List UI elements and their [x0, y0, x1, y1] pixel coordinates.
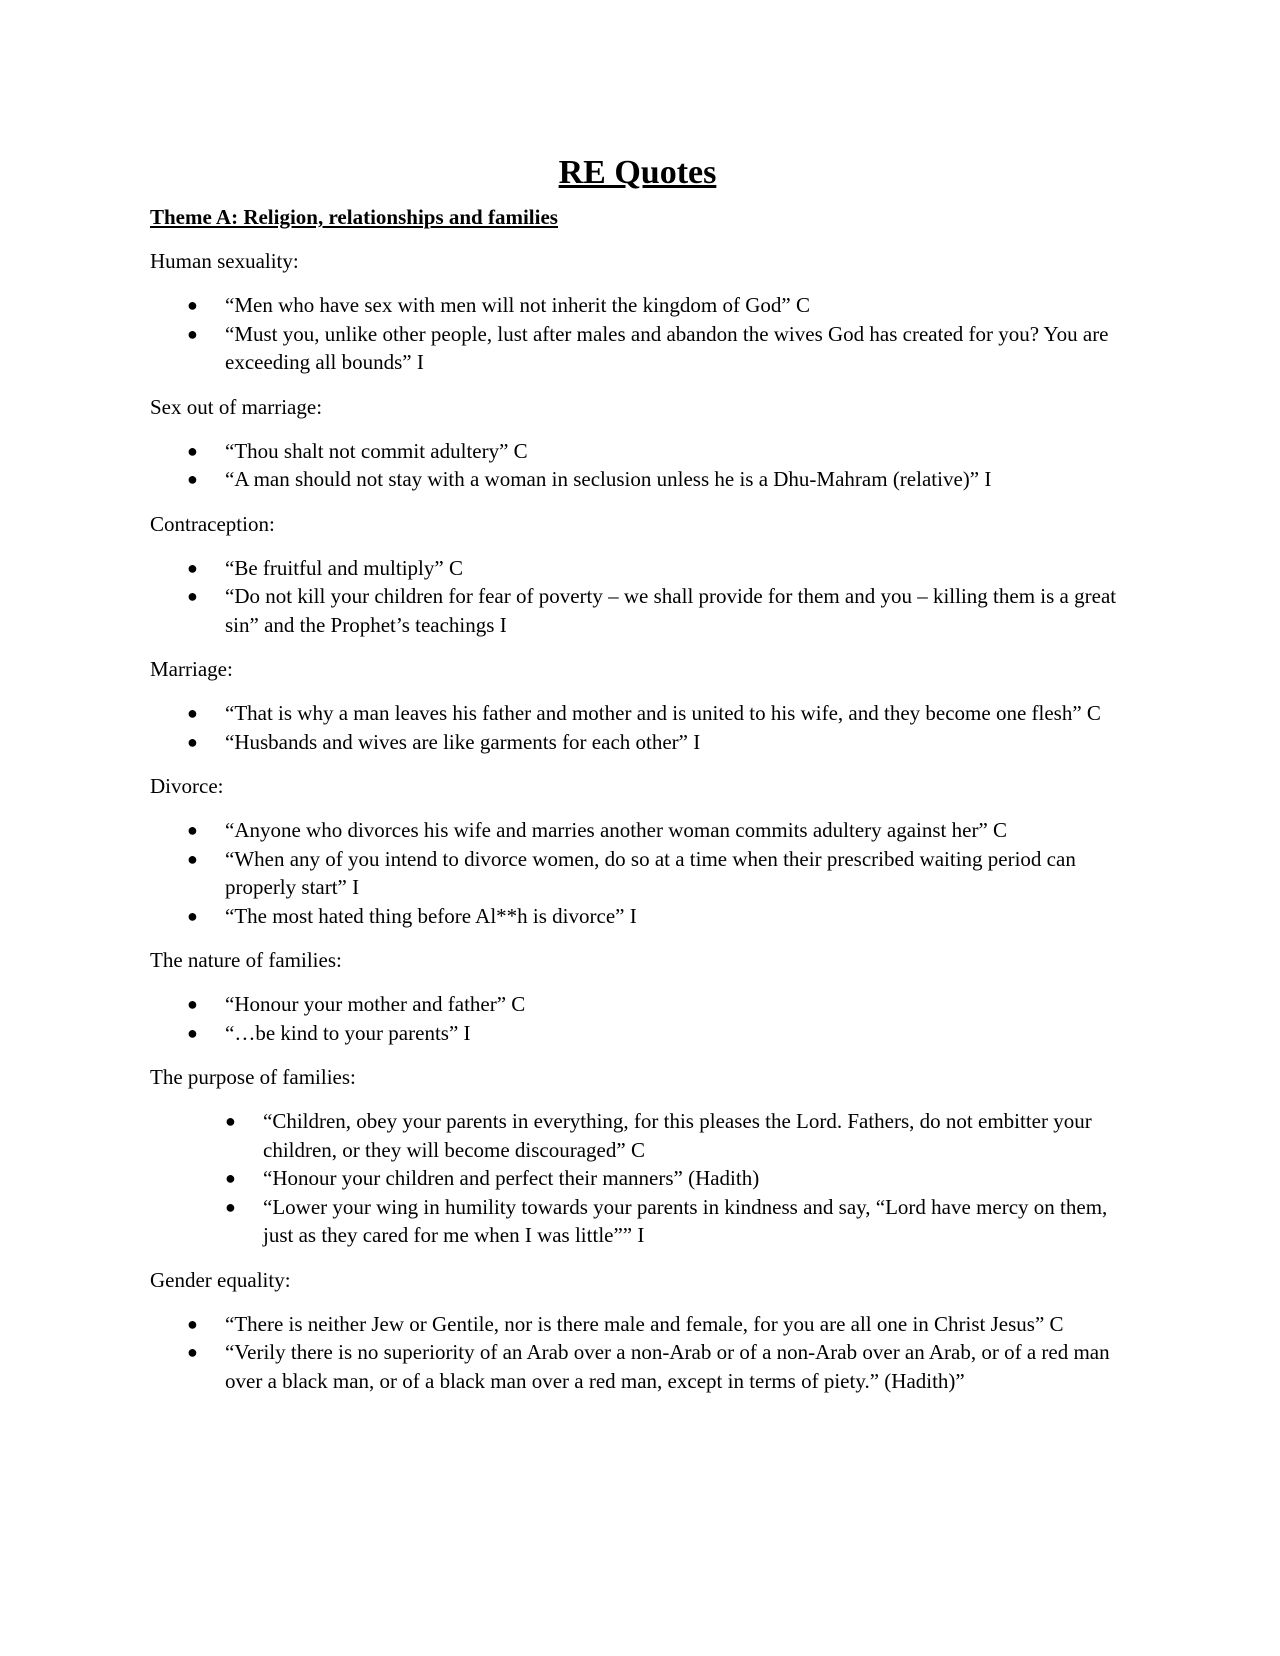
- quote-text: “Lower your wing in humility towards your parents in kindness and say, “Lord have mercy on them, just as they cared for me when I was little”” I: [263, 1194, 1108, 1247]
- quote-list: [150, 990, 1125, 1047]
- quote-text: “Thou shalt not commit adultery” C: [225, 438, 528, 463]
- quote-text: “Men who have sex with men will not inherit the kingdom of God” C: [225, 293, 810, 317]
- section-label: Gender equality:: [150, 1267, 291, 1292]
- quote-text: “Children, obey your parents in everything, for this pleases the Lord. Fathers, do not embitter your children, or they will become discouraged” C: [263, 1109, 1092, 1162]
- bullet-icon: ●: [187, 848, 198, 869]
- bullet-icon: ●: [187, 586, 198, 606]
- quote-text: “Must you, unlike other people, lust after males and abandon the wives God has created for you? You are exceeding all bounds” I: [225, 321, 1109, 374]
- quote-list: [150, 554, 1125, 640]
- section-gender-equality: [150, 1266, 1125, 1396]
- quote-text: “Honour your children and perfect their manners” (Hadith): [263, 1166, 760, 1190]
- quote-item: [150, 699, 1125, 728]
- quote-item: [150, 437, 1125, 466]
- section-label: Divorce:: [150, 774, 224, 798]
- quote-item: [150, 291, 1125, 320]
- quote-item: [150, 320, 1125, 377]
- quote-list: [150, 1107, 1125, 1250]
- quote-text: “…be kind to your parents” I: [225, 1020, 471, 1045]
- quote-text: “When any of you intend to divorce women, do so at a time when their prescribed waiting period can properly start” I: [225, 846, 1076, 899]
- bullet-icon: ●: [225, 1196, 236, 1217]
- quote-item: [150, 728, 1125, 757]
- quote-text: “Verily there is no superiority of an Arab over a non-Arab or of a non-Arab over an Arab, or of a red man over a black man, or of a black man over a red man, except in terms of piety.” (Hadith)”: [225, 1340, 1110, 1393]
- quote-item: [150, 1193, 1125, 1250]
- document-body: [150, 148, 1125, 1395]
- quote-item: [150, 1338, 1125, 1395]
- quote-text: “A man should not stay with a woman in seclusion unless he is a Dhu-Mahram (relative)” I: [225, 467, 992, 491]
- section-human-sexuality: [150, 247, 1125, 377]
- quote-text: “That is why a man leaves his father and mother and is united to his wife, and they become one flesh” C: [225, 701, 1101, 725]
- bullet-icon: ●: [187, 703, 198, 723]
- quote-text: “Husbands and wives are like garments for each other” I: [225, 729, 701, 754]
- quote-text: “Anyone who divorces his wife and marries another woman commits adultery against her” C: [225, 818, 1008, 842]
- bullet-icon: ●: [187, 1022, 198, 1043]
- quote-text: “There is neither Jew or Gentile, nor is there male and female, for you are all one in Christ Jesus” C: [225, 1311, 1064, 1336]
- bullet-icon: ●: [187, 323, 198, 344]
- section-contraception: [150, 510, 1125, 640]
- quote-item: [150, 554, 1125, 583]
- quote-item: [150, 845, 1125, 902]
- section-label: Marriage:: [150, 657, 233, 681]
- section-label: The purpose of families:: [150, 1065, 356, 1089]
- quote-list: [150, 699, 1125, 756]
- bullet-icon: ●: [187, 1313, 198, 1334]
- bullet-icon: ●: [225, 1111, 236, 1131]
- quote-list: [150, 1310, 1125, 1396]
- quote-text: “The most hated thing before Al**h is divorce” I: [225, 903, 637, 928]
- quote-item: [150, 1164, 1125, 1193]
- bullet-icon: ●: [187, 557, 198, 578]
- bullet-icon: ●: [187, 994, 198, 1014]
- section-label: Contraception:: [150, 511, 275, 536]
- quote-item: [150, 990, 1125, 1019]
- section-purpose-of-families: [150, 1063, 1125, 1250]
- section-divorce: [150, 772, 1125, 930]
- quote-text: “Honour your mother and father” C: [225, 992, 526, 1016]
- bullet-icon: ●: [187, 440, 198, 461]
- quote-item: [150, 1107, 1125, 1164]
- bullet-icon: ●: [187, 469, 198, 489]
- quote-item: [150, 1310, 1125, 1339]
- section-label: Sex out of marriage:: [150, 394, 323, 419]
- quote-list: [150, 437, 1125, 494]
- quote-item: [150, 465, 1125, 494]
- quote-item: [150, 1019, 1125, 1048]
- quote-text: “Do not kill your children for fear of poverty – we shall provide for them and you – killing them is a great sin” and the Prophet’s teachings I: [225, 584, 1117, 637]
- quote-item: [150, 816, 1125, 845]
- quote-item: [150, 582, 1125, 639]
- bullet-icon: ●: [187, 905, 198, 926]
- section-label: Human sexuality:: [150, 249, 299, 273]
- quote-item: [150, 902, 1125, 931]
- section-marriage: [150, 655, 1125, 756]
- theme-heading: Theme A: Religion, relationships and families: [150, 205, 558, 229]
- section-sex-out-of-marriage: [150, 393, 1125, 494]
- bullet-icon: ●: [225, 1168, 236, 1188]
- quote-list: [150, 291, 1125, 377]
- section-label: The nature of families:: [150, 948, 342, 972]
- quote-list: [150, 816, 1125, 930]
- quote-text: “Be fruitful and multiply” C: [225, 555, 463, 580]
- bullet-icon: ●: [187, 731, 198, 752]
- page-title: RE Quotes: [558, 154, 717, 191]
- bullet-icon: ●: [187, 1342, 198, 1362]
- bullet-icon: ●: [187, 820, 198, 840]
- bullet-icon: ●: [187, 295, 198, 315]
- section-nature-of-families: [150, 946, 1125, 1047]
